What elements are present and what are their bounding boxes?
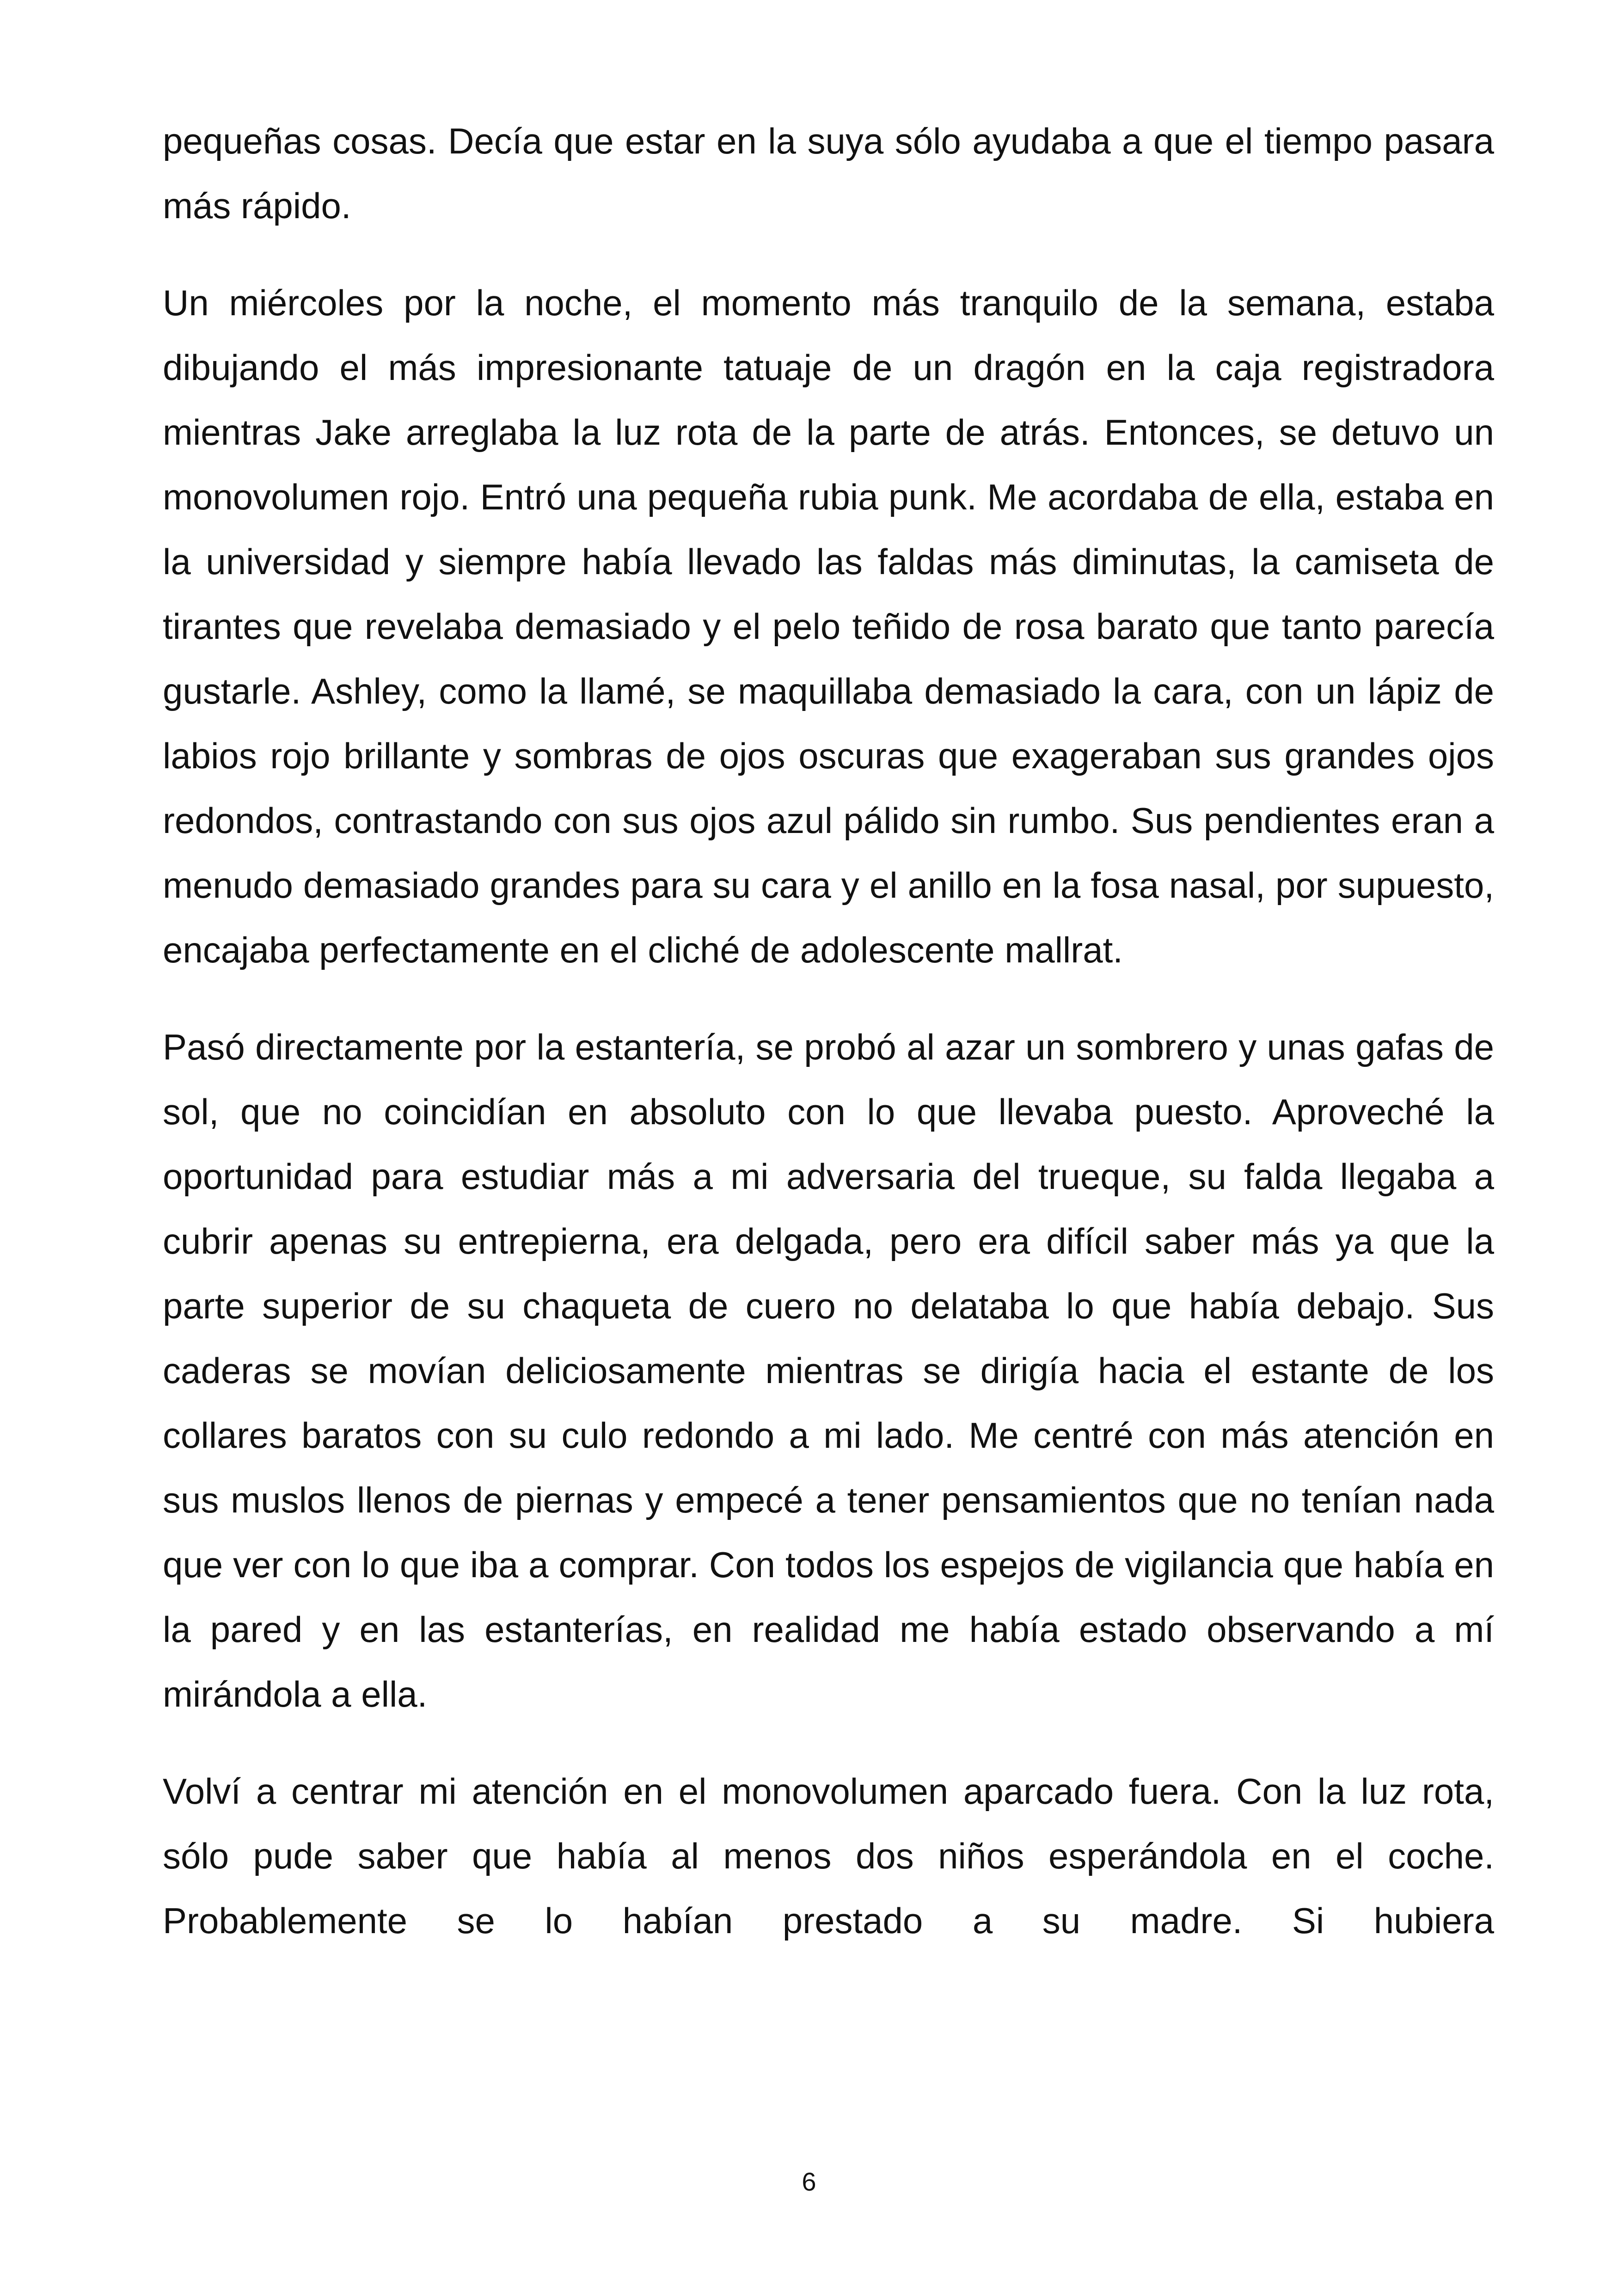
paragraph-1: pequeñas cosas. Decía que estar en la suya sólo ayudaba a que el tiempo pasara más rápido. <box>163 121 1494 226</box>
paragraph-4: Volví a centrar mi atención en el monovolumen aparcado fuera. Con la luz rota, sólo pude saber que había al menos dos niños esperándola en el coche. Probablemente se lo habían prestado a su madre. Si hubiera <box>163 1771 1494 1941</box>
document-body <box>163 109 1494 1985</box>
paragraph-2: Un miércoles por la noche, el momento más tranquilo de la semana, estaba dibujando el más impresionante tatuaje de un dragón en la caja registradora mientras Jake arreglaba la luz rota de la parte de atrás. Entonces, se detuvo un monovolumen rojo. Entró una pequeña rubia punk. Me acordaba de ella, estaba en la universidad y siempre había llevado las faldas más diminutas, la camiseta de tirantes que revelaba demasiado y el pelo teñido de rosa barato que tanto parecía gustarle. Ashley, como la llamé, se maquillaba demasiado la cara, con un lápiz de labios rojo brillante y sombras de ojos oscuras que exageraban sus grandes ojos redondos, contrastando con sus ojos azul pálido sin rumbo. Sus pendientes eran a menudo demasiado grandes para su cara y el anillo en la fosa nasal, por supuesto, encajaba perfectamente en el cliché de adolescente mallrat. <box>163 282 1494 970</box>
page-number: 6 <box>802 2167 816 2196</box>
paragraph-3: Pasó directamente por la estantería, se probó al azar un sombrero y unas gafas de sol, que no coincidían en absoluto con lo que llevaba puesto. Aproveché la oportunidad para estudiar más a mi adversaria del trueque, su falda llegaba a cubrir apenas su entrepierna, era delgada, pero era difícil saber más ya que la parte superior de su chaqueta de cuero no delataba lo que había debajo. Sus caderas se movían deliciosamente mientras se dirigía hacia el estante de los collares baratos con su culo redondo a mi lado. Me centré con más atención en sus muslos llenos de piernas y empecé a tener pensamientos que no tenían nada que ver con lo que iba a comprar. Con todos los espejos de vigilancia que había en la pared y en las estanterías, en realidad me había estado observando a mí mirándola a ella. <box>163 1027 1494 1714</box>
